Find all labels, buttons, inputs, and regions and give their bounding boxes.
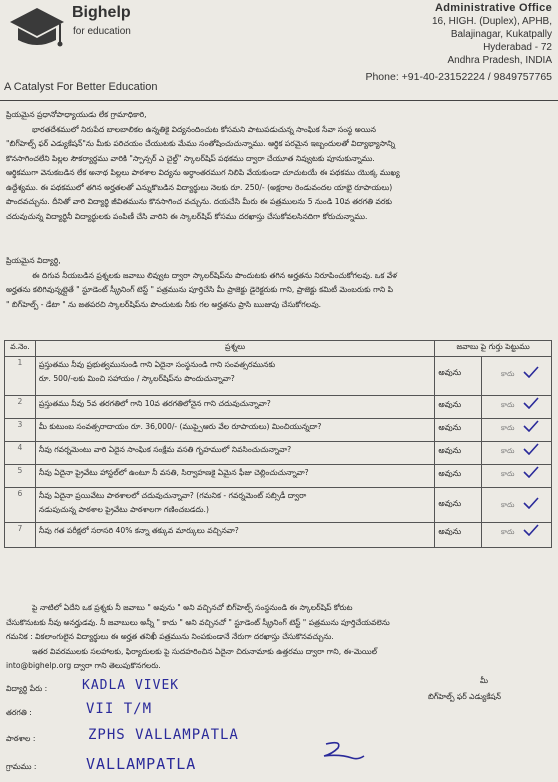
checkmark-icon	[523, 497, 539, 509]
answer-no-label: కాదు	[501, 501, 515, 509]
answer-no[interactable]	[485, 358, 548, 394]
intro-line: "బిగ్‌హెల్ప్ ఫర్ ఎడ్యుకేషన్"ను మీకు పరిచయం చేయుటకు మేము సంతోషించుచున్నాము. ఆర్థిక పరమైన ఇబ్బందులతో విద్యాభ్యాసాన్ని	[6, 139, 396, 148]
office-title: Administrative Office	[435, 2, 552, 14]
table-row	[5, 523, 552, 548]
address-line: Hyderabad - 72	[483, 42, 552, 53]
question-number: 6	[5, 488, 36, 523]
checkmark-icon	[523, 366, 539, 378]
answer-yes-cell	[435, 488, 482, 523]
answer-yes-cell	[435, 357, 482, 396]
answer-no-label: కాదు	[501, 528, 515, 536]
answer-yes-cell	[435, 465, 482, 488]
table-row	[5, 442, 552, 465]
intro-paragraph	[6, 108, 552, 224]
answer-no[interactable]	[485, 420, 548, 440]
answer-no-cell	[482, 523, 552, 548]
address-block	[342, 2, 552, 84]
question-text	[35, 488, 434, 523]
question-line: ప్రస్తుతము నీవు ప్రభుత్వమునుండి గాని ఏదైనా సంస్థనుండి గాని సంవత్సరమునకు	[38, 360, 276, 369]
answer-yes[interactable]: అవును	[438, 446, 462, 455]
intro-line: పొందవచ్చును. దీనితో వారి విద్యార్థి జీవితమును కొనసాగించ వచ్చును. దయచేసి మీరు ఈ పత్రములను 5 నుండి 10వ తరగతి వరకు	[6, 197, 392, 206]
phone-numbers: Phone: +91-40-23152224 / 9849757765	[365, 71, 552, 83]
bighelp-logo	[4, 2, 70, 62]
question-text	[35, 419, 434, 442]
table-row	[5, 357, 552, 396]
question-text	[35, 396, 434, 419]
question-text	[35, 523, 434, 548]
answer-yes[interactable]: అవును	[438, 423, 462, 432]
address-line: 16, HIGH. (Duplex), APHB,	[431, 16, 552, 27]
answer-no[interactable]	[485, 489, 548, 521]
student-salutation: ప్రియమైన విద్యార్థి,	[6, 256, 61, 265]
answer-no-label: కాదు	[501, 447, 515, 455]
intro-line: కొనసాగించలేని పిల్లల సౌకర్యార్థము వారికి "స్పాన్సర్ ఎ చైల్డ్" స్కాలర్‌షిప్ పథకము ద్వారా చేయూత నివ్వుటకు పూనుకున్నాము.	[6, 153, 375, 163]
question-number: 4	[5, 442, 36, 465]
answer-yes[interactable]: అవును	[438, 368, 462, 377]
answer-no[interactable]	[485, 524, 548, 546]
question-text	[35, 357, 434, 396]
table-header-row	[5, 341, 552, 357]
class-label-text: తరగతి	[6, 708, 27, 717]
village-value: VALLAMPATLA	[86, 755, 197, 773]
answer-no-cell	[482, 396, 552, 419]
name-value: KADLA VIVEK	[82, 678, 180, 693]
checkmark-icon	[523, 420, 539, 432]
notes-paragraph	[6, 601, 552, 674]
sign-off-org: బిగ్‌హెల్ప్ ఫర్ ఎడ్యుకేషన్	[428, 692, 501, 701]
class-value: VII T/M	[86, 701, 153, 717]
class-label: తరగతి :	[6, 708, 32, 717]
answer-no-cell	[482, 465, 552, 488]
question-number: 2	[5, 396, 36, 419]
name-label-text: విద్యార్థి పేరు	[6, 684, 43, 693]
answer-yes[interactable]: అవును	[438, 400, 462, 409]
intro-salutation: ప్రియమైన ప్రధానోపాధ్యాయుడు లేక గ్రామాధికారి,	[6, 110, 147, 119]
header-serial: వ.నెం.	[5, 341, 36, 357]
eligibility-table	[4, 340, 552, 548]
intro-line: ఆర్థికముగా వెనుకబడిన లేక అనాథ పిల్లలు పాఠశాల విద్యను అర్ధాంతరముగ నిలిపి వేయకుండా చూచుటయే ఈ పథకము యొక్క ముఖ్య	[6, 168, 400, 177]
question-line: రూ. 500/-లకు మించి సహాయం / స్కాలర్‌షిప్‌ను పొందుచున్నావా?	[38, 374, 235, 383]
answer-no-cell	[482, 488, 552, 523]
table-row	[5, 419, 552, 442]
note-line: గమనిక : వికలాంగులైన విద్యార్థులు ఈ అర్హత తనిఖీ పత్రమును నింపకుండానే నేరుగా దరఖాస్తు చేసుకొనవచ్చును.	[6, 632, 334, 641]
question-number: 1	[5, 357, 36, 396]
table-row	[5, 488, 552, 523]
question-line: నడుపుచున్న పాఠశాల ప్రైవేటు పాఠశాలగా గణించబడదు.)	[38, 505, 209, 514]
note-line: చేసుకొనుటకు నీవు అనర్హుడవు. నీ జవాబులు అన్నీ " కాదు " అని వచ్చినచో " స్టూడెంట్ స్క్రీనింగ్ టెస్ట్ " పత్రమును పూర్తిచేయవలెను	[6, 617, 390, 627]
school-label: పాఠశాల :	[6, 734, 36, 743]
answer-no-cell	[482, 419, 552, 442]
checkmark-icon	[523, 466, 539, 478]
name-label: విద్యార్థి పేరు :	[6, 684, 48, 693]
intro-line: భారతదేశములో నిరుపేద బాలబాలికల ఉన్నతికై విద్యనందించుట కోసమని పాటుపడుచున్న సాంఘిక సేవా సంస్థ అయిన	[32, 124, 376, 134]
checkmark-icon	[523, 524, 539, 536]
table-row	[5, 396, 552, 419]
tagline: A Catalyst For Better Education	[4, 81, 158, 93]
question-text	[35, 465, 434, 488]
answer-no[interactable]	[485, 397, 548, 417]
question-line: ప్రస్తుతము నీవు 5వ తరగతిలో గాని 10వ తరగతిలోనైన గాని చదువుచున్నావా?	[38, 399, 271, 408]
answer-no-label: కాదు	[501, 424, 515, 432]
answer-yes[interactable]: అవును	[438, 527, 462, 536]
student-line: ఈ దిగువ నీయబడిన ప్రశ్నలకు జవాబు లివ్వుట ద్వారా స్కాలర్‌షిప్‌ను పొందుటకు తగిన అర్హతను నిరూపించుకోగలవు. ఒక వేళ	[32, 270, 398, 280]
answer-no[interactable]	[485, 443, 548, 463]
question-text	[35, 442, 434, 465]
question-line: నీవు గత పరీక్షలో సరాసరి 40% కన్నా తక్కువ మార్కులు వచ్చినవా?	[38, 526, 239, 535]
student-paragraph	[6, 254, 552, 312]
table-row	[5, 465, 552, 488]
handwritten-signature	[318, 738, 370, 764]
question-line: మీ కుటుంబ సంవత్సరాదాయం రూ. 36,000/- (ముప్పైఆరు వేల రూపాయలు) మించియున్నదా?	[38, 422, 322, 431]
answer-no[interactable]	[485, 466, 548, 486]
village-label: గ్రామము :	[6, 762, 37, 771]
note-line: into@bighelp.org ద్వారా గాని తెలుపుకొనగలరు.	[6, 661, 161, 670]
intro-line: చదువుచున్న విద్యార్థినీ విద్యార్థులకు పంపిణీ చేసి వారిని ఈ స్కాలర్‌షిప్ కోసము దరఖాస్తు చేసుకోవలసినదిగా కోరుచున్నాము.	[6, 211, 368, 221]
header-answer: జవాబు పై గుర్తు పెట్టుము	[435, 341, 552, 357]
checkmark-icon	[523, 397, 539, 409]
note-line: పై నాటిలో ఏదేని ఒక ప్రశ్నకు నీ జవాబు " అవును " అని వచ్చినచో బిగ్‌హెల్ప్ సంస్థనుండి ఈ స్కాలర్‌షిప్ కోరుట	[32, 603, 353, 612]
question-number: 5	[5, 465, 36, 488]
answer-no-label: కాదు	[501, 401, 515, 409]
school-label-text: పాఠశాల	[6, 734, 31, 743]
answer-yes-cell	[435, 396, 482, 419]
answer-yes-cell	[435, 419, 482, 442]
answer-no-cell	[482, 357, 552, 396]
checkmark-icon	[523, 443, 539, 455]
student-line: " బిగ్‌హెల్ప్ - డేటా " ను జతపరచి స్కాలర్‌షిప్‌ను పొందుటకు నీకు గల అర్హతను ప్రాసి ఋజువు చేసుకోగలవు.	[6, 299, 322, 309]
header-divider	[0, 100, 558, 101]
address-line: Balajinagar, Kukatpally	[450, 29, 552, 40]
intro-line: ఉద్దేశ్యము. ఈ పథకములో తగిన అర్హతలతో ఎన్నుకొబడిన విద్యార్థులు నెలకు రూ. 250/- (అక్షరాల రెండువందల యాభై రూపాయలు)	[6, 182, 393, 192]
answer-no-label: కాదు	[501, 470, 515, 478]
answer-yes[interactable]: అవును	[438, 499, 462, 508]
header-questions: ప్రశ్నలు	[35, 341, 434, 357]
village-label-text: గ్రామము	[6, 762, 32, 771]
answer-yes-cell	[435, 442, 482, 465]
answer-no-label: కాదు	[501, 370, 515, 378]
question-line: నీవు ఏదైనా ప్రైవేటు హాస్టల్‌లో ఉంటూ నీ వసతి, సిర్వాహణకై ఏమైన ఫీజు చెల్లించుచున్నావా?	[38, 468, 309, 477]
student-line: అర్హతను కలిగివున్నట్లైతే " స్టూడెంట్ స్క్రీనింగ్ టెస్ట్ " పత్రమును పూర్తిచేసి మీ ప్రాజెక్టు డైరెక్టరుకు గాని, ప్రాజెక్టు కమిటీ మెంబరుకు గాని పి	[6, 285, 393, 294]
answer-yes-cell	[435, 523, 482, 548]
question-line: నీవు గవర్నమెంటు వారి ఏదైన సాంఘిక సంక్షేమ వసతి గృహములో నివసించుచున్నావా?	[38, 445, 292, 454]
note-line: ఇతర వివరములకు సలహాలకు, ఫిర్యాదులకు పై సుదహరించిన ఏదైనా చిరునామాకు ఉత్తరము ద్వారా గాని, ఈ-మెయిల్	[32, 646, 378, 656]
school-value: ZPHS VALLAMPATLA	[88, 727, 239, 743]
sign-off-top: మీ	[480, 676, 489, 685]
question-line: నీవు ఏదైనా ప్రయివేటు పాఠశాలలో చదువుచున్నావా? (గమనిక - గవర్నమెంట్ సబ్సిడీ ద్వారా	[38, 491, 307, 500]
answer-yes[interactable]: అవును	[438, 469, 462, 478]
address-line: Andhra Pradesh, INDIA	[447, 55, 552, 66]
brand-name: Bighelp	[72, 4, 131, 21]
answer-no-cell	[482, 442, 552, 465]
brand-subtitle: for education	[73, 26, 131, 37]
question-number: 7	[5, 523, 36, 548]
question-number: 3	[5, 419, 36, 442]
